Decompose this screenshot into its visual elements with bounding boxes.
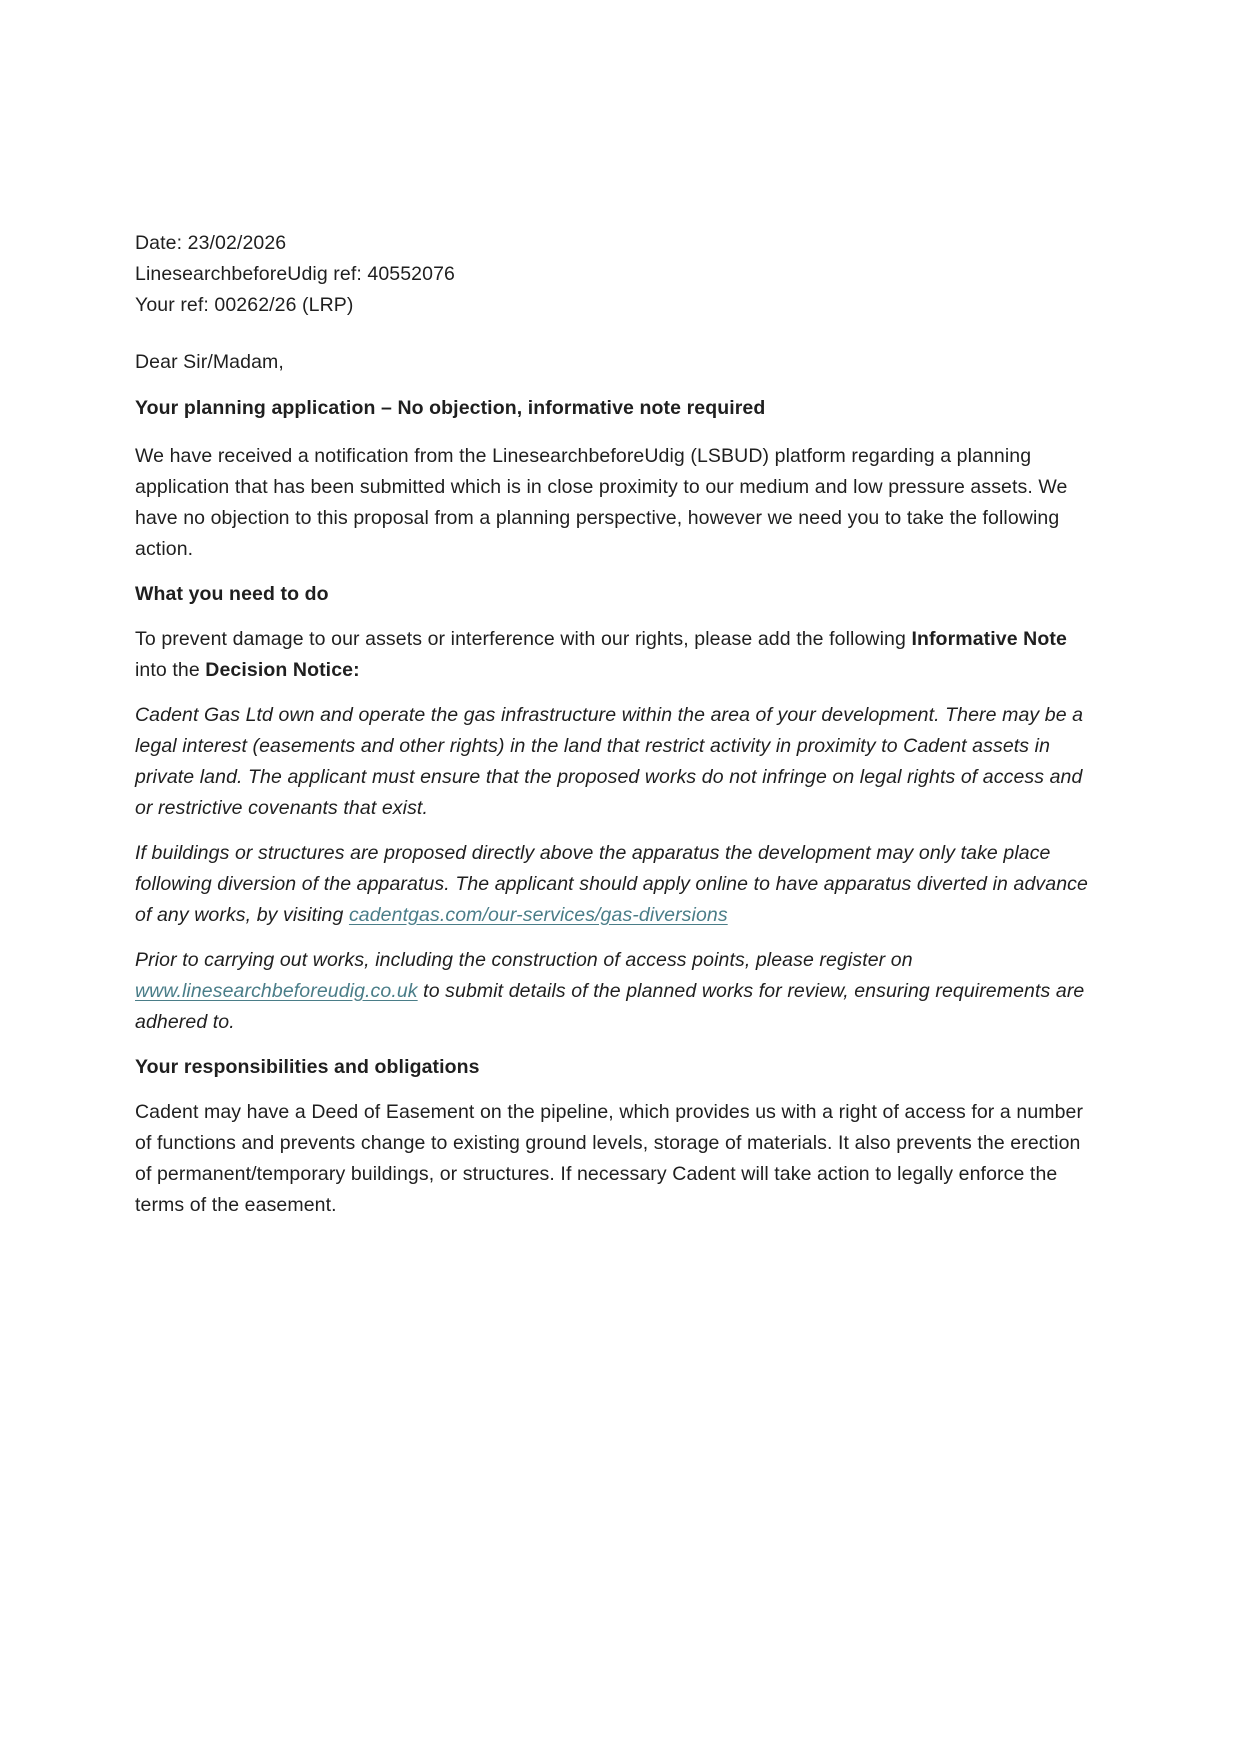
informative-note-paragraph-3 bbox=[135, 945, 1101, 1038]
informative-note-paragraph-3-pre: Prior to carrying out works, including the construction of access points, please register on bbox=[135, 949, 913, 971]
informative-note-paragraph-2 bbox=[135, 838, 1101, 931]
gas-diversions-link[interactable]: cadentgas.com/our-services/gas-diversions bbox=[348, 904, 728, 926]
action-paragraph-pre: To prevent damage to our assets or interference with our rights, please add the following bbox=[135, 628, 912, 650]
your-ref-line: Your ref: 00262/26 (LRP) bbox=[135, 294, 354, 316]
lsbud-ref-line: LinesearchbeforeUdig ref: 40552076 bbox=[135, 263, 455, 285]
spacer bbox=[135, 321, 1101, 347]
informative-note-paragraph-1: Cadent Gas Ltd own and operate the gas infrastructure within the area of your development. There may be a legal interest (easements and other rights) in the land that restrict activity in proximity to Cadent assets in private land. The applicant must ensure that the proposed works do not infringe on legal rights of access and or restrictive covenants that exist. bbox=[135, 704, 1084, 819]
salutation: Dear Sir/Madam, bbox=[135, 351, 284, 373]
intro-paragraph: We have received a notification from the LinesearchbeforeUdig (LSBUD) platform regarding a planning application that has been submitted which is in close proximity to our medium and low pressure assets. We have no objection to this proposal from a planning perspective, however we need you to take the following action. bbox=[135, 445, 1068, 560]
informative-note-emphasis: Informative Note bbox=[911, 628, 1067, 650]
action-paragraph-mid: into the bbox=[135, 659, 206, 681]
responsibilities-paragraph: Cadent may have a Deed of Easement on the pipeline, which provides us with a right of access for a number of functions and prevents change to existing ground levels, storage of materials. It also prevents the erection of permanent/temporary buildings, or structures. If necessary Cadent will take action to legally enforce the terms of the easement. bbox=[135, 1101, 1084, 1216]
letter-body bbox=[135, 228, 1101, 1221]
decision-notice-emphasis: Decision Notice: bbox=[205, 659, 360, 681]
heading-responsibilities: Your responsibilities and obligations bbox=[135, 1056, 480, 1078]
informative-note-paragraph-3-post: to submit details of the planned works for review, ensuring requirements are adhered to. bbox=[135, 980, 1085, 1033]
heading-what-you-need-to-do: What you need to do bbox=[135, 583, 329, 605]
date-line: Date: 23/02/2026 bbox=[135, 232, 287, 254]
subject-line: Your planning application – No objection, informative note required bbox=[135, 397, 766, 419]
linesearchbeforeudig-link[interactable]: www.linesearchbeforeudig.co.uk bbox=[135, 980, 418, 1002]
action-paragraph bbox=[135, 624, 1101, 686]
informative-note-paragraph-2-text: If buildings or structures are proposed directly above the apparatus the development may only take place following diversion of the apparatus. The applicant should apply online to have apparatus diverted in advance of any works, by visiting bbox=[135, 842, 1088, 926]
